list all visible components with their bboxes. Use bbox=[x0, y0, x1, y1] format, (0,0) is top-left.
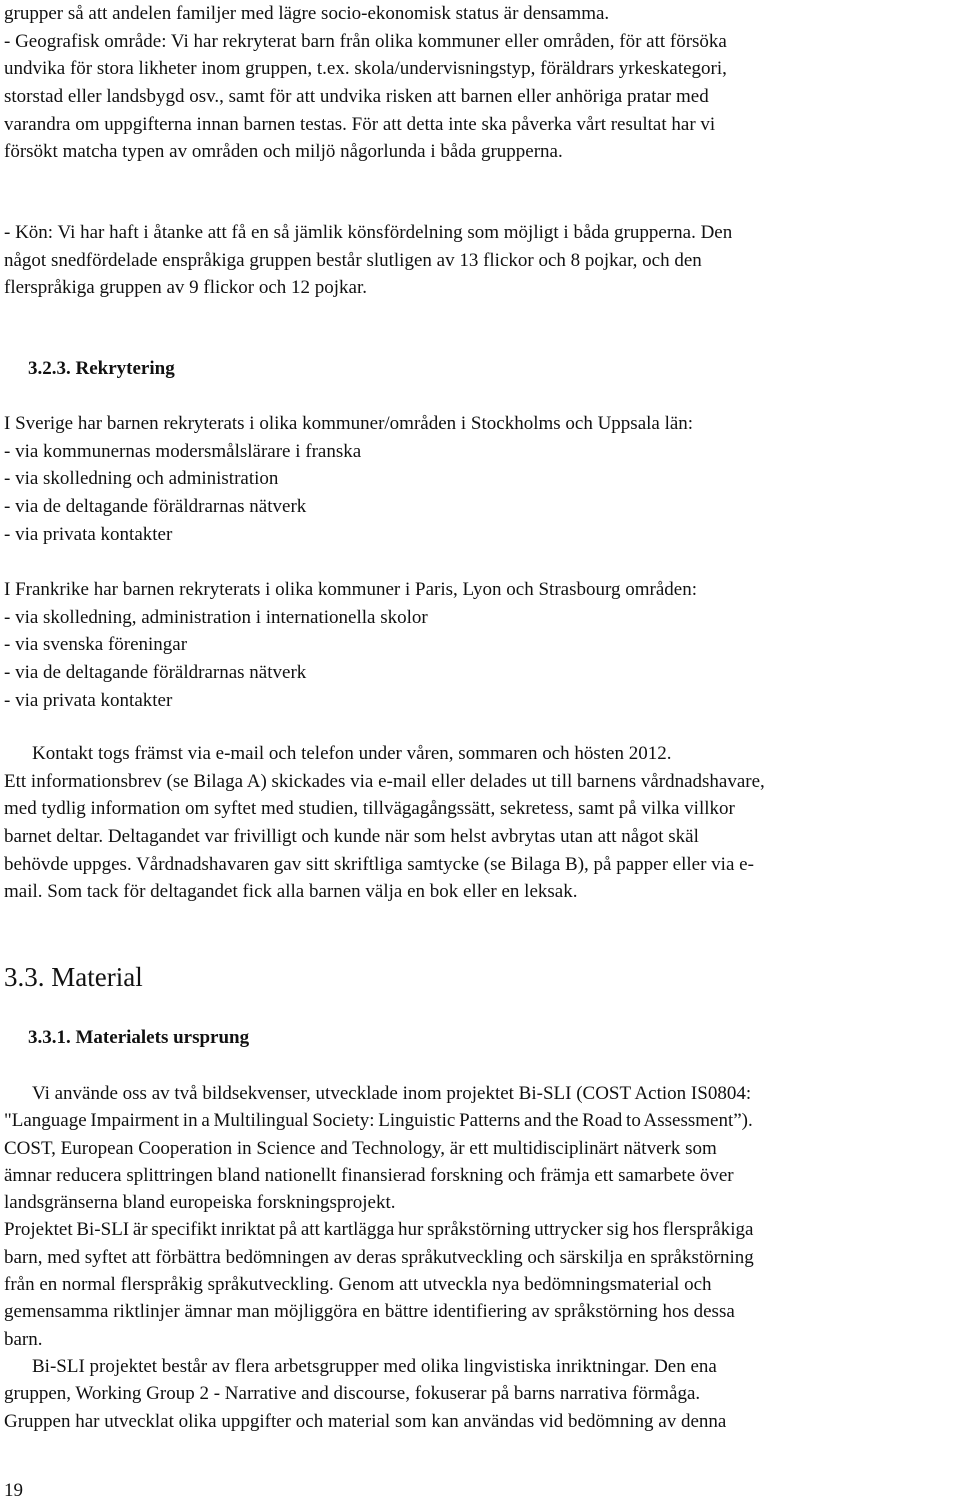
text-line: ämnar reducera splittringen bland nationellt finansierad forskning och främja ett samarbete över bbox=[4, 1164, 734, 1186]
text-line: Projektet Bi-SLI är specifikt inriktat på att kartlägga hur språkstörning uttrycker sig hos flerspråkiga bbox=[4, 1219, 754, 1241]
list-item: - via privata kontakter bbox=[4, 689, 173, 711]
text-line: gemensamma riktlinjer ämnar man möjliggöra en bättre identifiering av språkstörning hos dessa bbox=[4, 1301, 735, 1323]
text-line: Kontakt togs främst via e-mail och telefon under våren, sommaren och hösten 2012. bbox=[32, 743, 672, 764]
paragraph-kontakt bbox=[4, 740, 958, 906]
text-line: - Geografisk område: Vi har rekryterat barn från olika kommuner eller områden, för att försöka bbox=[4, 30, 727, 52]
text-line: Bi-SLI projektet består av flera arbetsgrupper med olika lingvistiska inriktningar. Den ena bbox=[32, 1355, 717, 1377]
list-item: - via svenska föreningar bbox=[4, 634, 188, 656]
text-line: behövde uppges. Vårdnadshavaren gav sitt skriftliga samtycke (se Bilaga B), på papper eller via e- bbox=[4, 853, 754, 875]
text-line: barn, med syftet att förbättra bedömningen av deras språkutveckling och särskilja en språkstörning bbox=[4, 1246, 754, 1268]
text-line: med tydlig information om syftet med studien, tillvägagångssätt, sekretess, samt på vilka villkor bbox=[4, 798, 735, 820]
text-line: undvika för stora likheter inom gruppen, t.ex. skola/undervisningstyp, föräldrars yrkeskategori, bbox=[4, 58, 727, 80]
list-item: - via privata kontakter bbox=[4, 523, 173, 545]
text-line: landsgränserna bland europeiska forskningsprojekt. bbox=[4, 1192, 396, 1214]
text-line: från en normal flerspråkig språkutveckling. Genom att utveckla nya bedömningsmaterial och bbox=[4, 1274, 712, 1296]
paragraph-material bbox=[4, 1080, 958, 1435]
text-line: varandra om uppgifterna innan barnen testas. För att detta inte ska påverka vårt resultat har vi bbox=[4, 113, 716, 135]
text-line: - Kön: Vi har haft i åtanke att få en så jämlik könsfördelning som möjligt i båda grupperna. Den bbox=[4, 222, 733, 243]
text-line: COST, European Cooperation in Science and Technology, är ett multidisciplinärt nätverk som bbox=[4, 1137, 717, 1159]
list-item: - via kommunernas modersmålslärare i franska bbox=[4, 440, 362, 462]
text-line: grupper så att andelen familjer med lägre socio-ekonomisk status är densamma. bbox=[4, 3, 610, 24]
paragraph-intro bbox=[4, 0, 958, 166]
text-line: barn. bbox=[4, 1328, 43, 1350]
page-number: 19 bbox=[4, 1480, 23, 1501]
text-line: barnet deltar. Deltagandet var frivilligt och kunde när som helst avbrytas utan att något skäl bbox=[4, 826, 699, 848]
text-line: flerspråkiga gruppen av 9 flickor och 12 pojkar. bbox=[4, 277, 367, 299]
paragraph-sverige bbox=[4, 410, 958, 548]
text-line: I Frankrike har barnen rekryterats i olika kommuner i Paris, Lyon och Strasbourg områden: bbox=[4, 579, 697, 600]
text-line: Gruppen har utvecklat olika uppgifter och material som kan användas vid bedömning av denna bbox=[4, 1410, 727, 1432]
text-line: mail. Som tack för deltagandet fick alla barnen välja en bok eller en leksak. bbox=[4, 881, 578, 903]
text-line: I Sverige har barnen rekryterats i olika kommuner/områden i Stockholms och Uppsala län: bbox=[4, 413, 694, 434]
paragraph-frankrike bbox=[4, 576, 958, 714]
list-item: - via de deltagande föräldrarnas nätverk bbox=[4, 496, 307, 518]
text-line: "Language Impairment in a Multilingual Society: Linguistic Patterns and the Road to Assessment”). bbox=[4, 1110, 753, 1132]
list-item: - via skolledning och administration bbox=[4, 468, 279, 490]
text-line: Ett informationsbrev (se Bilaga A) skickades via e-mail eller delades ut till barnens vårdnadshavare, bbox=[4, 770, 765, 792]
paragraph-kon bbox=[4, 219, 958, 302]
text-line: något snedfördelade enspråkiga gruppen består slutligen av 13 flickor och 8 pojkar, och den bbox=[4, 249, 702, 271]
text-line: Vi använde oss av två bildsekvenser, utvecklade inom projektet Bi-SLI (COST Action IS0804: bbox=[32, 1083, 752, 1104]
section-heading-ursprung: 3.3.1. Materialets ursprung bbox=[28, 1027, 250, 1048]
text-line: försökt matcha typen av områden och miljö någorlunda i båda grupperna. bbox=[4, 141, 563, 163]
text-line: storstad eller landsbygd osv., samt för att undvika risken att barnen eller anhöriga pratar med bbox=[4, 86, 709, 108]
text-line: gruppen, Working Group 2 - Narrative and discourse, fokuserar på barns narrativa förmåga. bbox=[4, 1383, 701, 1405]
section-heading-material: 3.3. Material bbox=[4, 962, 143, 992]
section-heading-rekrytering: 3.2.3. Rekrytering bbox=[28, 358, 175, 379]
list-item: - via de deltagande föräldrarnas nätverk bbox=[4, 662, 307, 684]
list-item: - via skolledning, administration i internationella skolor bbox=[4, 606, 428, 628]
